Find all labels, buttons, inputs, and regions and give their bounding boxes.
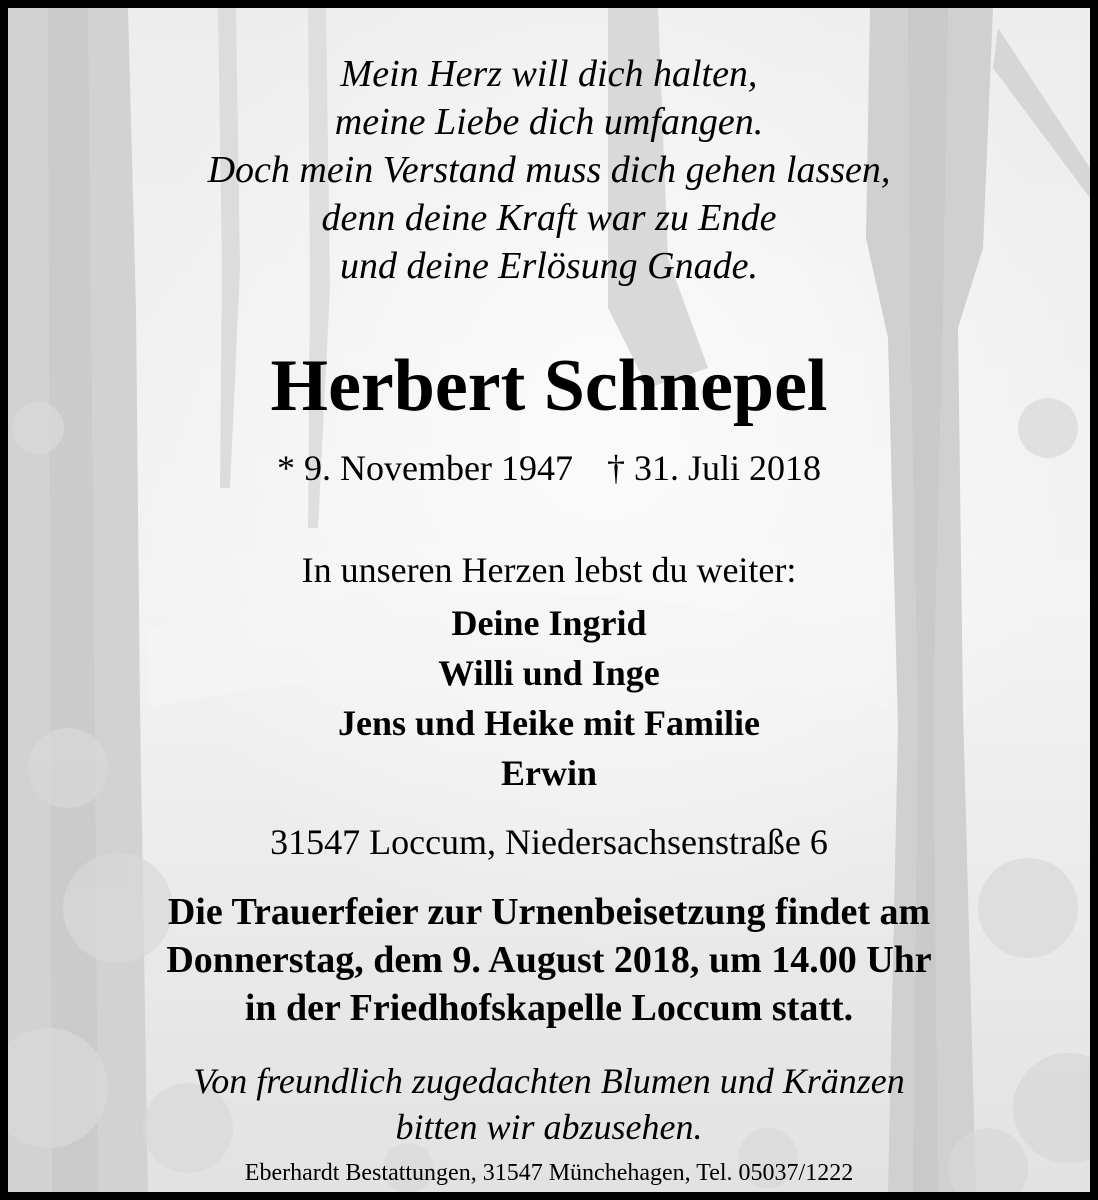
flowers-note-line: bitten wir abzusehen. (395, 1107, 703, 1147)
mourner-name: Jens und Heike mit Familie (338, 703, 760, 743)
mourner-name: Erwin (500, 753, 597, 793)
mourner-name: Deine Ingrid (451, 603, 647, 643)
flowers-note-line: Von freundlich zugedachten Blumen und Kränzen (193, 1061, 905, 1101)
birth-date: * 9. November 1947 (277, 448, 573, 488)
poem-line: Doch mein Verstand muss dich gehen lassen, (207, 149, 891, 191)
poem-line: und deine Erlösung Gnade. (340, 245, 758, 287)
death-date: † 31. Juli 2018 (606, 448, 821, 488)
ceremony-line: in der Friedhofskapelle Loccum statt. (244, 987, 854, 1029)
ceremony-line: Die Trauerfeier zur Urnenbeisetzung findet am (167, 891, 931, 933)
notice-text (8, 8, 1090, 1192)
funeral-home-footer: Eberhardt Bestattungen, 31547 Münchehagen, Tel. 05037/1222 (244, 1160, 854, 1186)
mourner-name: Willi und Inge (438, 653, 660, 693)
poem-line: denn deine Kraft war zu Ende (321, 197, 777, 239)
mourners-intro: In unseren Herzen lebst du weiter: (301, 550, 797, 590)
poem-line: meine Liebe dich umfangen. (334, 101, 764, 143)
ceremony-line: Donnerstag, dem 9. August 2018, um 14.00 Uhr (166, 939, 932, 981)
life-dates (8, 446, 1090, 490)
poem-line: Mein Herz will dich halten, (340, 53, 758, 95)
deceased-name: Herbert Schnepel (270, 345, 828, 427)
family-address: 31547 Loccum, Niedersachsenstraße 6 (270, 822, 828, 862)
